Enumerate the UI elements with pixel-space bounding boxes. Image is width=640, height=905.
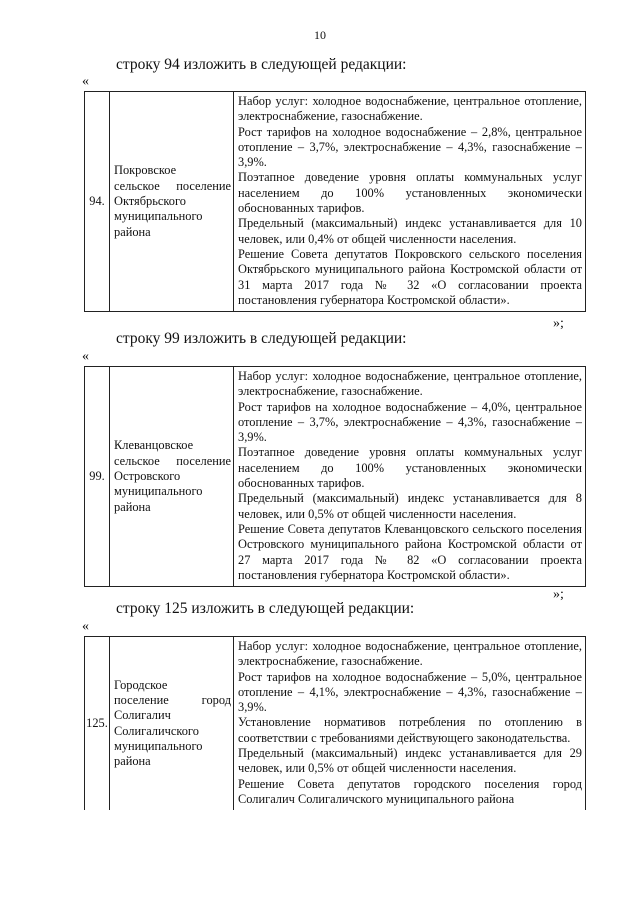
settlement-name-line: Клеванцовское [114, 438, 194, 453]
max-index-paragraph: Предельный (максимальный) индекс устанавливается для 8 человек, или 0,5% от общей численности населения. [238, 491, 582, 521]
section-125-heading: строку 125 изложить в следующей редакции: [116, 600, 415, 617]
settlement-name-line: сельское поселение [114, 453, 231, 468]
max-index-paragraph: Предельный (максимальный) индекс устанавливается для 29 человек, или 0,5% от общей численности населения. [238, 746, 582, 776]
services-paragraph: Набор услуг: холодное водоснабжение, центральное отопление, электроснабжение, газоснабжение. [238, 639, 582, 669]
services-paragraph: Набор услуг: холодное водоснабжение, центральное отопление, электроснабжение, газоснабжение. [238, 369, 582, 399]
council-decision-paragraph: Решение Совета депутатов Клеванцовского сельского поселения Островского муниципального района Костромской области от 27 марта 2017 года № 82 «О согласовании проекта постановления губернатора Костромской области». [238, 521, 582, 582]
measures-description [234, 92, 586, 312]
row-99-table [84, 366, 586, 587]
table-row [85, 637, 586, 811]
row-number: 125. [85, 637, 110, 811]
row-number: 94. [85, 92, 110, 312]
settlement-name-line: Городское [114, 677, 168, 692]
services-paragraph: Набор услуг: холодное водоснабжение, центральное отопление, электроснабжение, газоснабжение. [238, 94, 582, 124]
table-row [85, 92, 586, 312]
section-99-open-quote: « [82, 349, 89, 364]
settlement-name [110, 637, 234, 811]
row-number: 99. [85, 367, 110, 587]
settlement-name-line: муниципального [114, 738, 203, 753]
settlement-name-line: сельское поселение [114, 178, 231, 193]
council-decision-paragraph: Решение Совета депутатов Покровского сельского поселения Октябрьского муниципального района Костромской области от 31 марта 2017 года № 32 «О согласовании проекта постановления губернатора Костромской области». [238, 246, 582, 307]
tariff-growth-paragraph: Рост тарифов на холодное водоснабжение – 2,8%, центральное отопление – 3,7%, электроснабжение – 4,3%, газоснабжение – 3,9%. [238, 124, 582, 170]
measures-description [234, 367, 586, 587]
settlement-name-line: Покровское [114, 163, 177, 178]
section-94-open-quote: « [82, 74, 89, 89]
settlement-name-line: Октябрьского [114, 193, 186, 208]
council-decision-paragraph: Решение Совета депутатов городского поселения город Солигалич Солигаличского муниципального района [238, 776, 582, 806]
settlement-name-line: муниципального [114, 209, 203, 224]
settlement-name-line: поселение город [114, 693, 231, 708]
section-99-close-quote: »; [553, 587, 564, 602]
settlement-name [110, 92, 234, 312]
section-99-heading: строку 99 изложить в следующей редакции: [116, 330, 407, 347]
settlement-name-line: Островского [114, 468, 181, 483]
tariff-growth-paragraph: Рост тарифов на холодное водоснабжение – 5,0%, центральное отопление – 4,1%, электроснабжение – 4,3%, газоснабжение – 3,9%. [238, 669, 582, 715]
payment-level-paragraph: Поэтапное доведение уровня оплаты коммунальных услуг населением до 100% установленных экономически обоснованных тарифов. [238, 170, 582, 216]
row-125-table [84, 636, 586, 810]
settlement-name-line: района [114, 224, 151, 239]
payment-level-paragraph: Поэтапное доведение уровня оплаты коммунальных услуг населением до 100% установленных экономически обоснованных тарифов. [238, 445, 582, 491]
tariff-growth-paragraph: Рост тарифов на холодное водоснабжение – 4,0%, центральное отопление – 3,7%, электроснабжение – 4,3%, газоснабжение – 3,9%. [238, 399, 582, 445]
section-94-close-quote: »; [553, 316, 564, 331]
settlement-name-line: Солигаличского [114, 723, 199, 738]
table-row [85, 367, 586, 587]
settlement-name-line: района [114, 754, 151, 769]
page-number: 10 [314, 28, 326, 42]
consumption-norms-paragraph: Установление нормативов потребления по отоплению в соответствии с требованиями действующего законодательства. [238, 715, 582, 745]
section-94-heading: строку 94 изложить в следующей редакции: [116, 56, 407, 73]
row-94-table [84, 91, 586, 312]
max-index-paragraph: Предельный (максимальный) индекс устанавливается для 10 человек, или 0,4% от общей численности населения. [238, 216, 582, 246]
settlement-name-line: Солигалич [114, 708, 171, 723]
section-125-open-quote: « [82, 619, 89, 634]
settlement-name [110, 367, 234, 587]
measures-description [234, 637, 586, 811]
settlement-name-line: района [114, 499, 151, 514]
settlement-name-line: муниципального [114, 484, 203, 499]
